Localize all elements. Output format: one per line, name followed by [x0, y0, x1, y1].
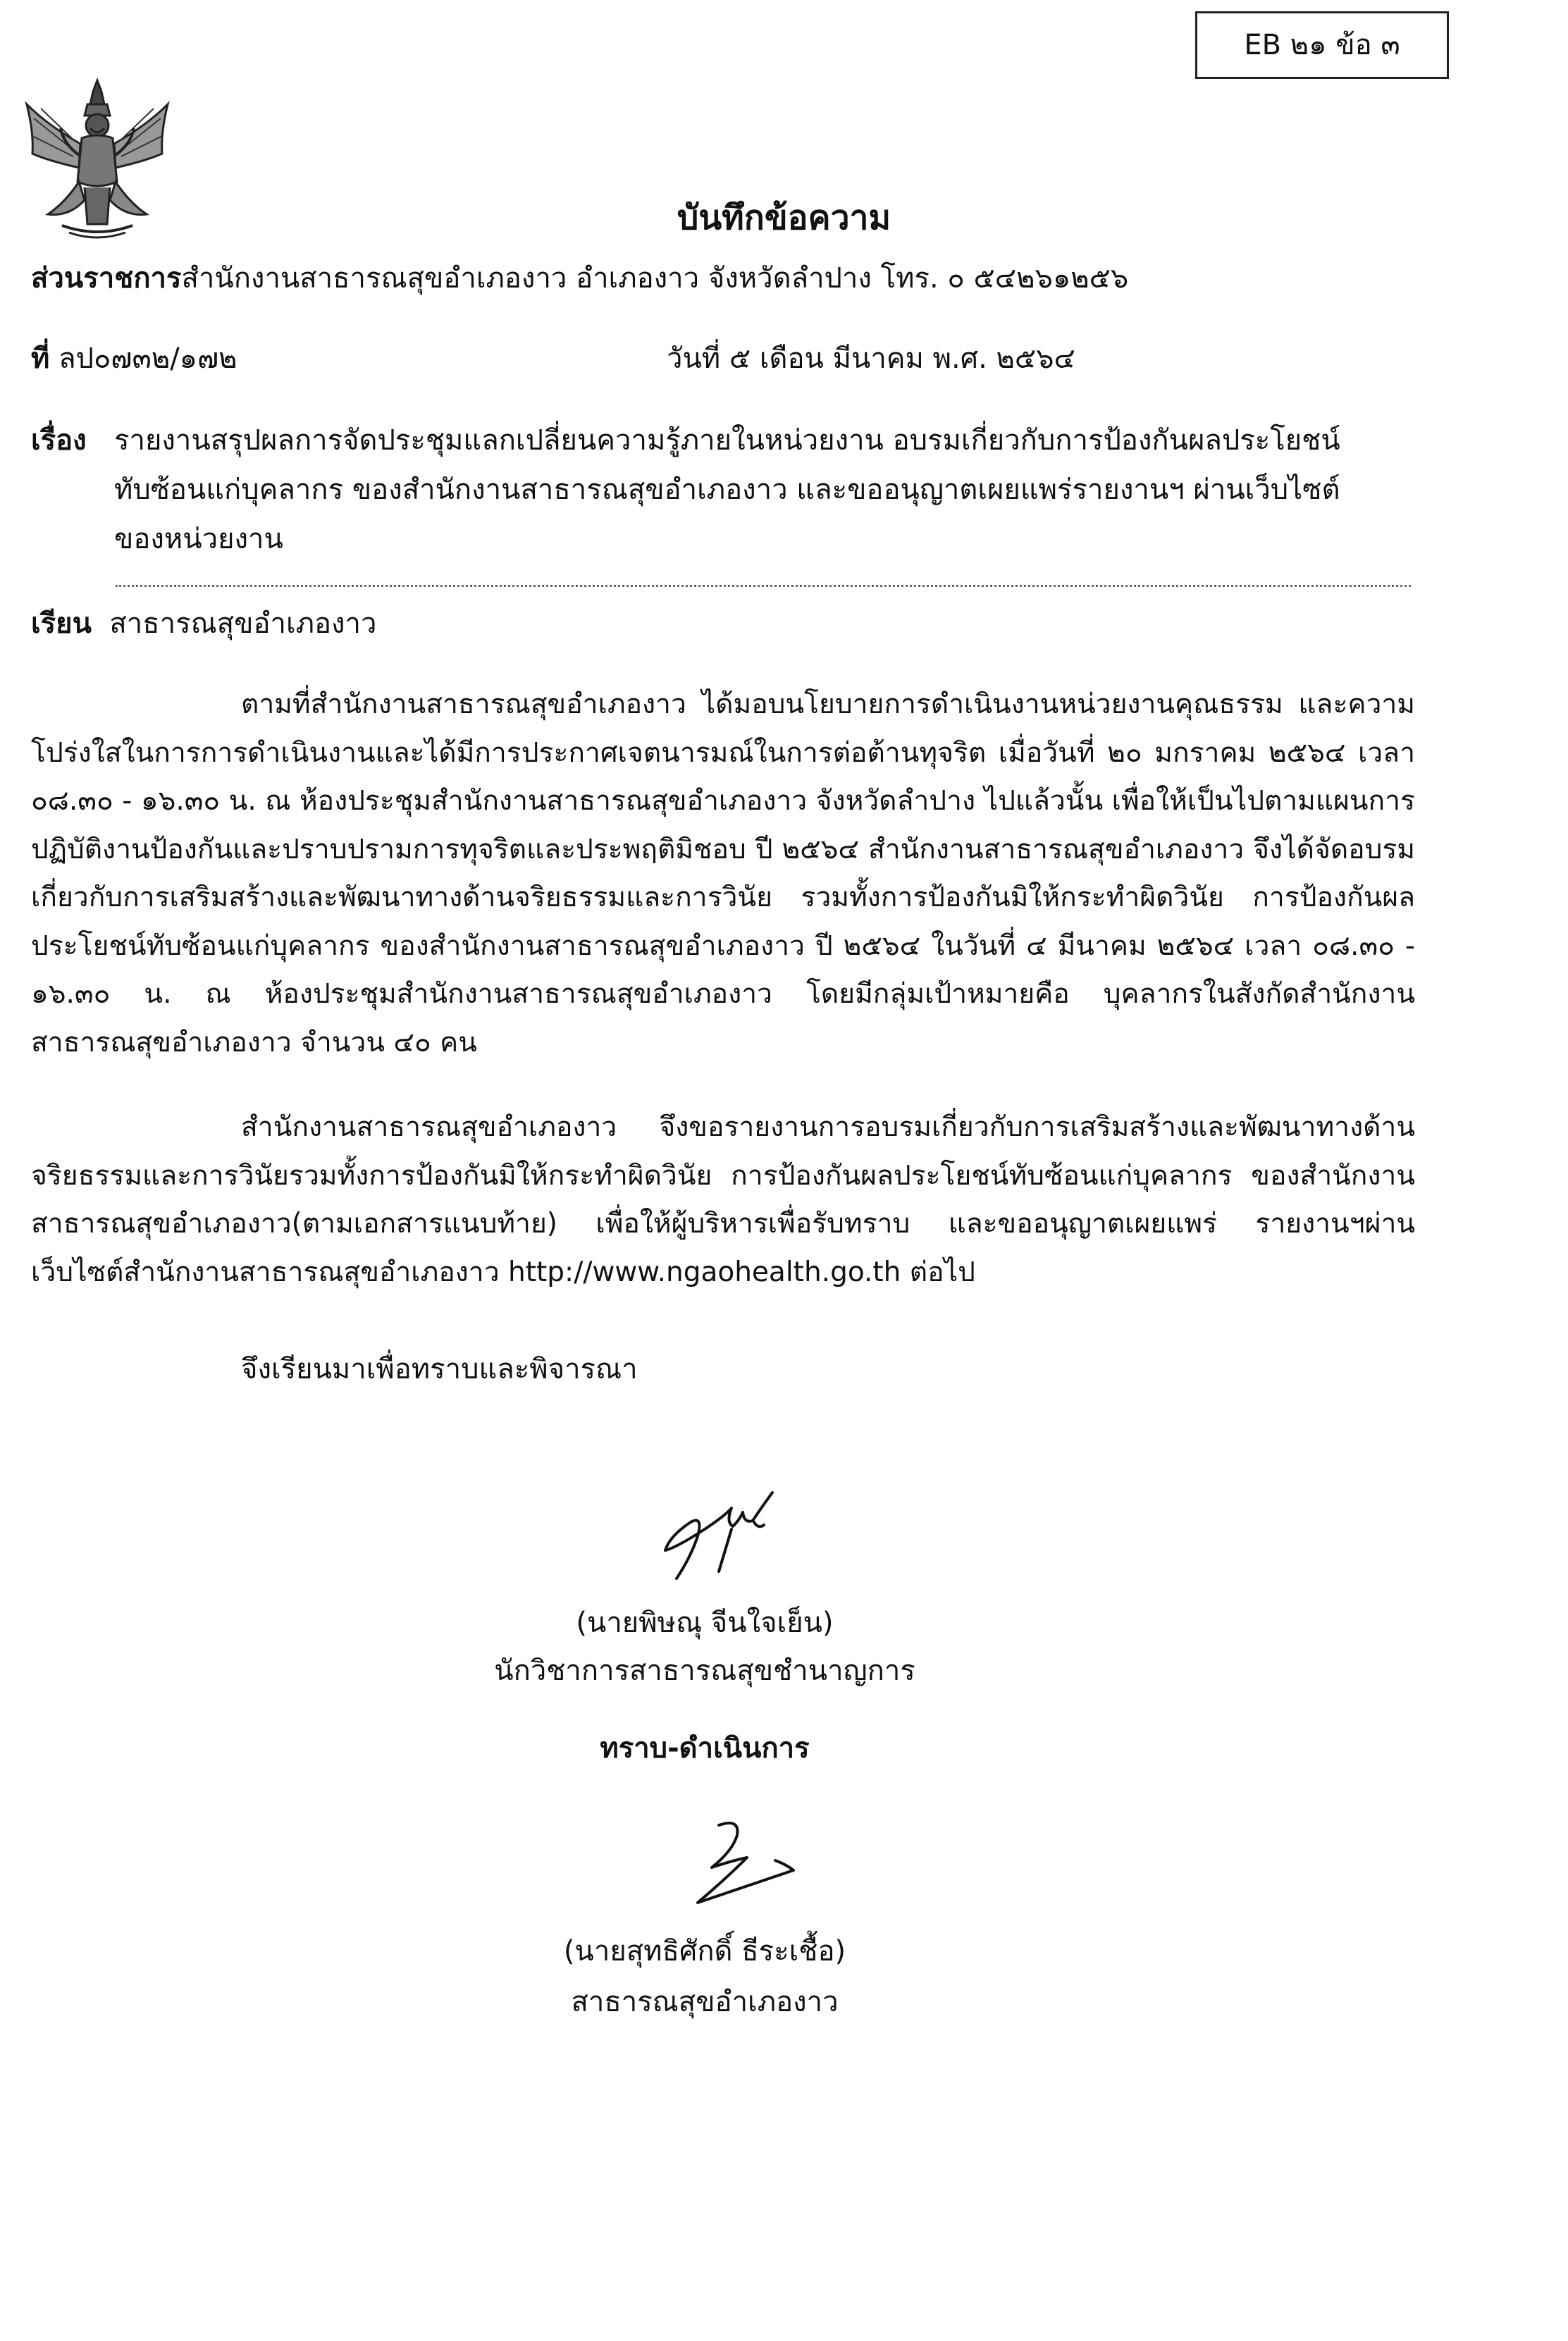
reference-label: ที่ — [31, 342, 50, 375]
subject-line-1: รายงานสรุปผลการจัดประชุมแลกเปลี่ยนความรู้ภายในหน่วยงาน อบรมเกี่ยวกับการป้องกันผลประโยชน์ — [114, 424, 1340, 457]
agency-line — [31, 257, 1128, 300]
subject-line-3: ของหน่วยงาน — [114, 523, 283, 555]
recipient-line — [31, 602, 376, 646]
signature-2-image — [669, 1811, 810, 1917]
signer-2-name: (นายสุทธิศักดิ์ ธีระเชื้อ) — [563, 1935, 846, 1968]
recipient-value: สาธารณสุขอำเภองาว — [109, 607, 377, 640]
agency-label: ส่วนราชการ — [31, 262, 182, 295]
signer-1-position: นักวิชาการสาธารณสุขชำนาญการ — [494, 1655, 915, 1687]
reference-line — [31, 337, 237, 381]
body-paragraph-2: สำนักงานสาธารณสุขอำเภองาว จึงขอรายงานการอบรมเกี่ยวกับการเสริมสร้างและพัฒนาทางด้านจริยธรรมและการวินัยรวมทั้งการป้องกันมิให้กระทำผิดวินัย การป้องกันผลประโยชน์ทับซ้อนแก่บุคลากร ของสำนักงานสาธารณสุขอำเภองาว(ตามเอกสารแนบท้าย) เพื่อให้ผู้บริหารเพื่อรับทราบ และขออนุญาตเผยแพร่ รายงานฯผ่านเว็บไซต์สำนักงานสาธารณสุขอำเภองาว http://www.ngaohealth.go.th ต่อไป — [31, 1111, 1415, 1288]
document-date: วันที่ ๕ เดือน มีนาคม พ.ศ. ๒๕๖๔ — [667, 342, 1075, 375]
closing-line: จึงเรียนมาเพื่อทราบและพิจารณา — [241, 1353, 638, 1385]
subject-line-2: ทับซ้อนแก่บุคลากร ของสำนักงานสาธารณสุขอำเภองาว และขออนุญาตเผยแพร่รายงานฯ ผ่านเว็บไซต์ — [114, 474, 1340, 506]
document-title: บันทึกข้อความ — [677, 198, 891, 237]
signer-1-name: (นายพิษณุ จีนใจเย็น) — [576, 1607, 834, 1639]
recipient-label: เรียน — [31, 607, 92, 640]
body-paragraph-1: ตามที่สำนักงานสาธารณสุขอำเภองาว ได้มอบนโยบายการดำเนินงานหน่วยงานคุณธรรม และความโปร่งใสในการการดำเนินงานและได้มีการประกาศเจตนารมณ์ในการต่อต้านทุจริต เมื่อวันที่ ๒๐ มกราคม ๒๕๖๔ เวลา ๐๘.๓๐ - ๑๖.๓๐ น. ณ ห้องประชุมสำนักงานสาธารณสุขอำเภองาว จังหวัดลำปาง ไปแล้วนั้น เพื่อให้เป็นไปตามแผนการปฏิบัติงานป้องกันและปราบปรามการทุจริตและประพฤติมิชอบ ปี ๒๕๖๔ สำนักงานสาธารณสุขอำเภองาว จึงได้จัดอบรมเกี่ยวกับการเสริมสร้างและพัฒนาทางด้านจริยธรรมและการวินัย รวมทั้งการป้องกันมิให้กระทำผิดวินัย การป้องกันผลประโยชน์ทับซ้อนแก่บุคลากร ของสำนักงานสาธารณสุขอำเภองาว ปี ๒๕๖๔ ในวันที่ ๔ มีนาคม ๒๕๖๔ เวลา ๐๘.๓๐ - ๑๖.๓๐ น. ณ ห้องประชุมสำนักงานสาธารณสุขอำเภองาว โดยมีกลุ่มเป้าหมายคือ บุคลากรในสังกัดสำนักงานสาธารณสุขอำเภองาว จำนวน ๔๐ คน — [31, 688, 1415, 1058]
document-code: EB ๒๑ ข้อ ๓ — [1195, 11, 1449, 79]
signer-2-position: สาธารณสุขอำเภองาว — [571, 1986, 839, 2018]
subject-label: เรื่อง — [31, 424, 87, 457]
reference-number: ลป๐๗๓๒/๑๗๒ — [49, 342, 237, 375]
subject-divider — [116, 585, 1411, 587]
approval-text: ทราบ-ดำเนินการ — [600, 1732, 810, 1765]
agency-value: สำนักงานสาธารณสุขอำเภองาว อำเภองาว จังหวัดลำปาง โทร. ๐ ๕๔๒๖๑๒๕๖ — [181, 262, 1129, 295]
signature-1-image — [648, 1480, 789, 1586]
